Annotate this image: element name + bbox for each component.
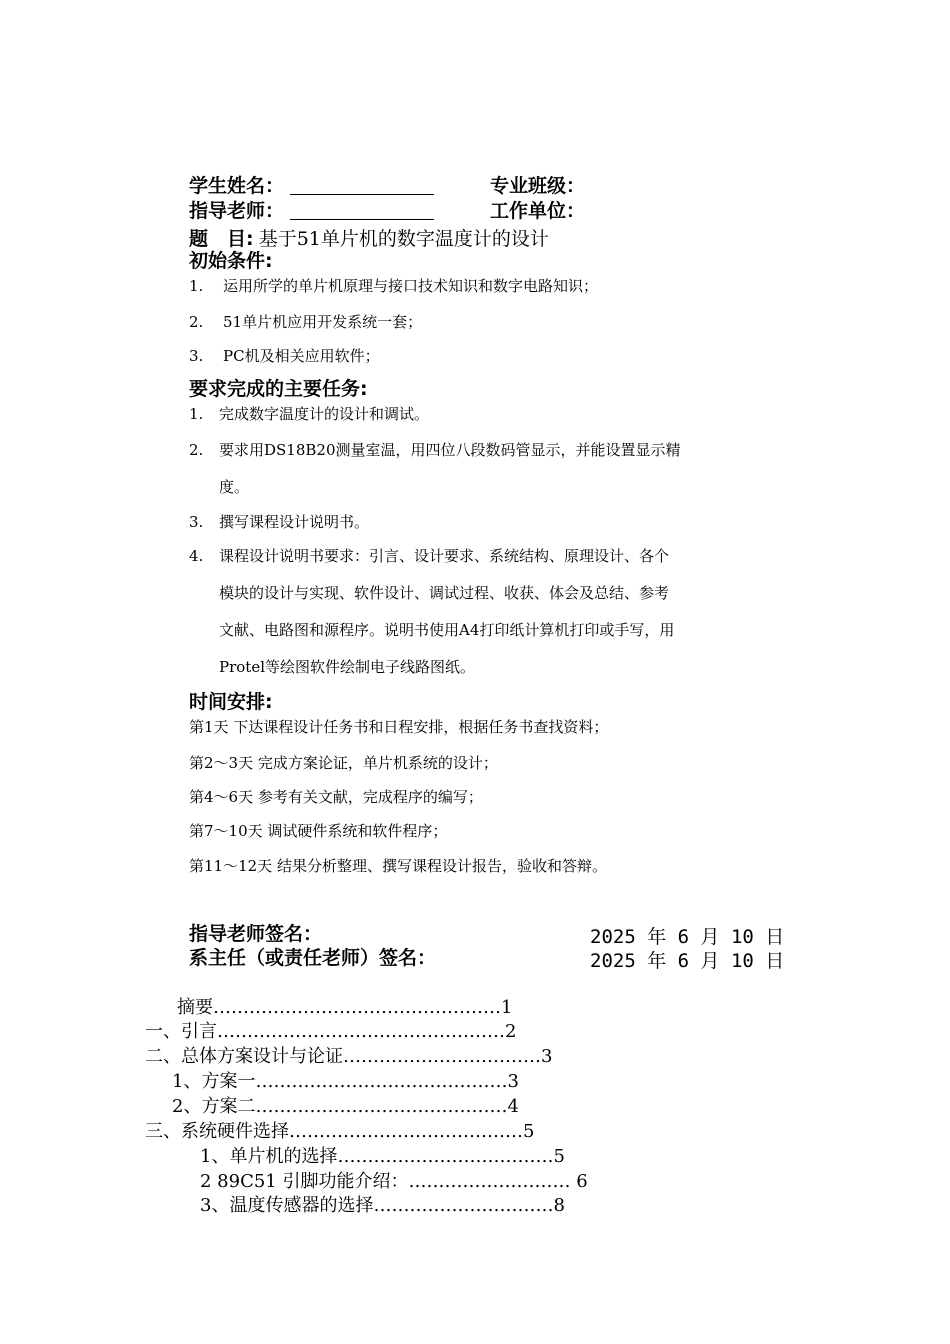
task-line: 模块的设计与实现、软件设计、调试过程、收获、体会及总结、参考 — [219, 584, 670, 602]
teacher-blank — [290, 201, 434, 220]
schedule-line: 第7～10天 调试硬件系统和软件程序； — [189, 822, 448, 840]
task-line: 完成数字温度计的设计和调试。 — [219, 405, 430, 423]
schedule-line: 第1天 下达课程设计任务书和日程安排，根据任务书查找资料； — [189, 718, 609, 736]
teacher-signature-date: 2025 年 6 月 10 日 — [590, 926, 785, 948]
condition-number: 2. — [189, 313, 204, 331]
toc-entry[interactable]: 1、方案一……………………………………3 — [172, 1071, 519, 1092]
title-value: 基于51单片机的数字温度计的设计 — [258, 228, 549, 250]
head-signature-label: 系主任（或责任老师）签名： — [189, 947, 437, 969]
condition-text: PC机及相关应用软件； — [223, 347, 380, 365]
toc-entry[interactable]: 一、引言…………………………………………2 — [145, 1021, 517, 1042]
tasks-heading: 要求完成的主要任务: — [189, 378, 368, 400]
toc-entry[interactable]: 3、温度传感器的选择…………………………8 — [200, 1195, 565, 1216]
task-line: 课程设计说明书要求：引言、设计要求、系统结构、原理设计、各个 — [219, 547, 670, 565]
schedule-line: 第11～12天 结果分析整理、撰写课程设计报告，验收和答辩。 — [189, 857, 607, 875]
condition-number: 3. — [189, 347, 204, 365]
toc-entry[interactable]: 2、方案二……………………………………4 — [172, 1096, 519, 1117]
student-name-label: 学生姓名： — [189, 175, 285, 197]
work-unit-label: 工作单位： — [490, 200, 586, 222]
condition-text: 51单片机应用开发系统一套； — [223, 313, 423, 331]
task-number: 3. — [189, 513, 204, 531]
condition-text: 运用所学的单片机原理与接口技术知识和数字电路知识； — [223, 277, 599, 295]
task-line: 要求用DS18B20测量室温，用四位八段数码管显示，并能设置显示精 — [219, 441, 681, 459]
title-row — [189, 224, 549, 251]
toc-entry[interactable]: 2 89C51 引脚功能介绍：……………………… 6 — [200, 1171, 588, 1192]
task-number: 1. — [189, 405, 204, 423]
task-line: 度。 — [219, 478, 250, 496]
major-class-label: 专业班级： — [490, 175, 586, 197]
teacher-label: 指导老师： — [189, 200, 285, 222]
title-label: 题 目: — [189, 228, 254, 250]
teacher-signature-label: 指导老师签名： — [189, 923, 323, 945]
task-number: 2. — [189, 441, 204, 459]
conditions-heading: 初始条件: — [189, 250, 273, 272]
teacher-row — [189, 199, 434, 223]
toc-entry[interactable]: 三、系统硬件选择…………………………………5 — [145, 1121, 535, 1142]
task-number: 4. — [189, 547, 204, 565]
task-line: 文献、电路图和源程序。说明书使用A4打印纸计算机打印或手写，用 — [219, 621, 675, 639]
task-line: Protel等绘图软件绘制电子线路图纸。 — [219, 658, 475, 676]
head-signature-date: 2025 年 6 月 10 日 — [590, 950, 785, 972]
toc-entry[interactable]: 二、总体方案设计与论证……………………………3 — [145, 1046, 553, 1067]
schedule-line: 第2～3天 完成方案论证，单片机系统的设计； — [189, 754, 498, 772]
student-name-row — [189, 174, 434, 198]
condition-number: 1. — [189, 277, 204, 295]
schedule-heading: 时间安排: — [189, 691, 273, 713]
toc-entry[interactable]: 摘要…………………………………………1 — [177, 997, 513, 1018]
toc-entry[interactable]: 1、单片机的选择………………………………5 — [200, 1146, 565, 1167]
schedule-line: 第4～6天 参考有关文献，完成程序的编写； — [189, 788, 483, 806]
student-name-blank — [290, 176, 434, 195]
task-line: 撰写课程设计说明书。 — [219, 513, 370, 531]
